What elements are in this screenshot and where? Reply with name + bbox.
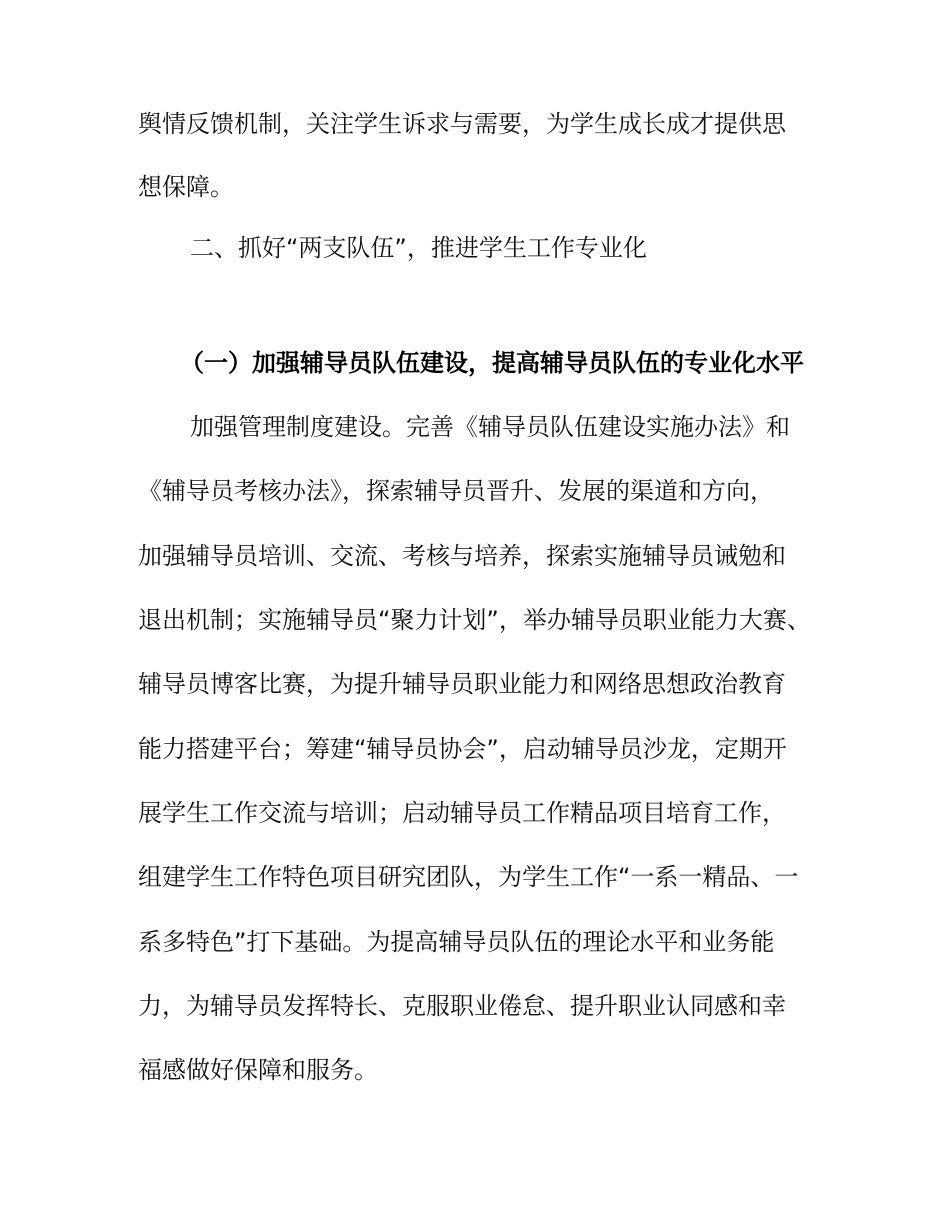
paragraph-line: 退出机制；实施辅导员“聚力计划”，举办辅导员职业能力大赛、: [138, 606, 811, 634]
paragraph-line: 组建学生工作特色项目研究团队，为学生工作“一系一精品、一: [138, 863, 799, 891]
paragraph-line: 舆情反馈机制，关注学生诉求与需要，为学生成长成才提供思: [138, 110, 786, 138]
paragraph-line: 加强管理制度建设。完善《辅导员队伍建设实施办法》和: [190, 413, 790, 441]
subsection-heading: （一）加强辅导员队伍建设，提高辅导员队伍的专业化水平: [180, 349, 804, 377]
paragraph-line: 力，为辅导员发挥特长、克服职业倦怠、提升职业认同感和幸: [138, 992, 786, 1020]
paragraph-line: 《辅导员考核办法》，探索辅导员晋升、发展的渠道和方向，: [138, 477, 774, 505]
paragraph-line: 加强辅导员培训、交流、考核与培养，探索实施辅导员诫勉和: [138, 542, 786, 570]
paragraph-line: 展学生工作交流与培训；启动辅导员工作精品项目培育工作，: [138, 799, 786, 827]
paragraph-line: 能力搭建平台；筹建“辅导员协会”，启动辅导员沙龙，定期开: [138, 735, 787, 763]
paragraph-line: 福感做好保障和服务。: [138, 1056, 378, 1084]
section-heading: 二、抓好“两支队伍”，推进学生工作专业化: [190, 234, 647, 262]
paragraph-line: 想保障。: [138, 173, 234, 201]
paragraph-line: 辅导员博客比赛，为提升辅导员职业能力和网络思想政治教育: [138, 670, 786, 698]
paragraph-line: 系多特色”打下基础。为提高辅导员队伍的理论水平和业务能: [138, 928, 775, 956]
